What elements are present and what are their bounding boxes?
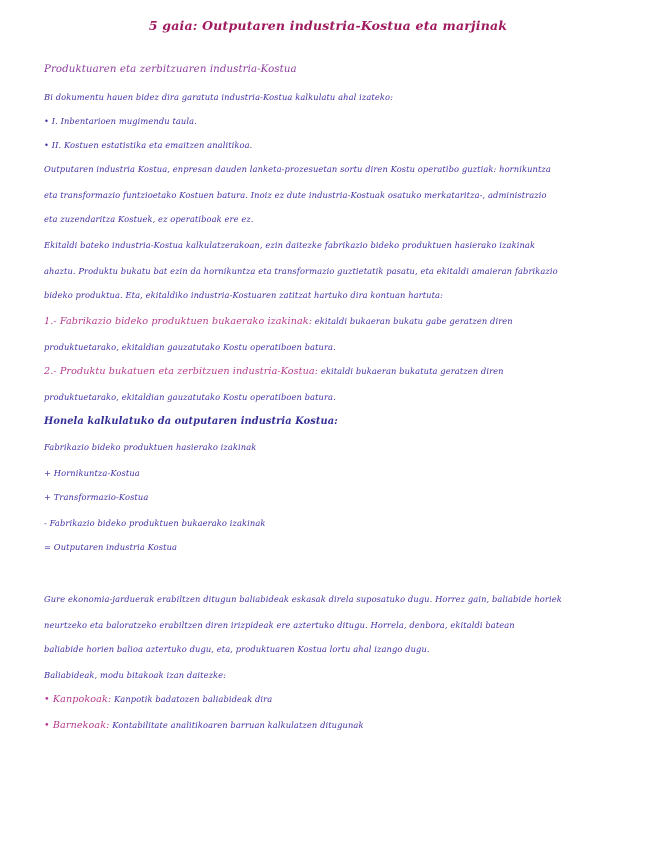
definition-item-2 <box>44 366 634 377</box>
definition-continuation: produktuetarako, ekitaldian gauzatutako Kostu operatiboen batura. <box>44 392 336 402</box>
formula-heading: Honela kalkulatuko da outputaren industria Kostua: <box>44 416 338 427</box>
paragraph-line: Bi dokumentu hauen bidez dira garatuta industria-Kostua kalkulatu ahal izateko: <box>44 92 393 102</box>
formula-row: Fabrikazio bideko produktuen hasierako izakinak <box>44 442 257 452</box>
definition-continuation: produktuetarako, ekitaldian gauzatutako Kostu operatiboen batura. <box>44 342 336 352</box>
definition-text: ekitaldi bukaeran bukatu gabe geratzen diren <box>314 316 513 326</box>
list-item: • II. Kostuen estatistika eta emaitzen analitikoa. <box>44 140 253 150</box>
paragraph-line: Baliabideak, modu bitakoak izan daitezke: <box>44 670 227 680</box>
bullet-item-kanpokoak <box>44 694 634 705</box>
section-subtitle: Produktuaren eta zerbitzuaren industria-Kostua <box>44 64 297 75</box>
definition-item-1 <box>44 316 634 327</box>
bullet-label: • Kanpokoak: <box>44 694 112 705</box>
formula-row: + Hornikuntza-Kostua <box>44 468 140 478</box>
paragraph-line: eta transformazio funtzioetako Kostuen batura. Inoiz ez dute industria-Kostuak osatuko merkataritza-, administrazio <box>44 190 547 200</box>
definition-label: 1.- Fabrikazio bideko produktuen bukaerako izakinak: <box>44 316 313 327</box>
formula-row: - Fabrikazio bideko produktuen bukaerako izakinak <box>44 518 266 528</box>
paragraph-line: Ekitaldi bateko industria-Kostua kalkulatzerakoan, ezin daitezke fabrikazio bideko produktuen hasierako izakinak <box>44 240 536 250</box>
bullet-text: Kontabilitate analitikoaren barruan kalkulatzen ditugunak <box>112 720 364 730</box>
paragraph-line: bideko produktua. Eta, ekitaldiko industria-Kostuaren zatitzat hartuko dira kontuan hartuta: <box>44 290 444 300</box>
paragraph-line: ahaztu. Produktu bukatu bat ezin da hornikuntza eta transformazio guztietatik pasatu, eta ekitaldi amaieran fabrikazio <box>44 266 558 276</box>
definition-text: ekitaldi bukaeran bukatuta geratzen diren <box>320 366 504 376</box>
paragraph-line: neurtzeko eta baloratzeko erabiltzen diren irizpideak ere aztertuko ditugu. Horrela, denbora, ekitaldi batean <box>44 620 515 630</box>
formula-row: + Transformazio-Kostua <box>44 492 149 502</box>
paragraph-line: Gure ekonomia-jarduerak erabiltzen ditugun baliabideak eskasak direla suposatuko dugu. Horrez gain, baliabide horiek <box>44 594 562 604</box>
document-title: 5 gaia: Outputaren industria-Kostua eta marjinak <box>148 18 508 33</box>
definition-label: 2.- Produktu bukatuen eta zerbitzuen industria-Kostua: <box>44 366 319 377</box>
paragraph-line: baliabide horien balioa aztertuko dugu, eta, produktuaren Kostua lortu ahal izango dugu. <box>44 644 430 654</box>
formula-row: = Outputaren industria Kostua <box>44 542 178 552</box>
bullet-label: • Barnekoak: <box>44 720 110 731</box>
bullet-item-barnekoak <box>44 720 634 731</box>
bullet-text: Kanpotik badatozen baliabideak dira <box>114 694 273 704</box>
list-item: • I. Inbentarioen mugimendu taula. <box>44 116 197 126</box>
paragraph-line: Outputaren industria Kostua, enpresan dauden lanketa-prozesuetan sortu diren Kostu operatibo guztiak: hornikuntza <box>44 164 551 174</box>
paragraph-line: eta zuzendaritza Kostuek, ez operatiboak ere ez. <box>44 214 254 224</box>
